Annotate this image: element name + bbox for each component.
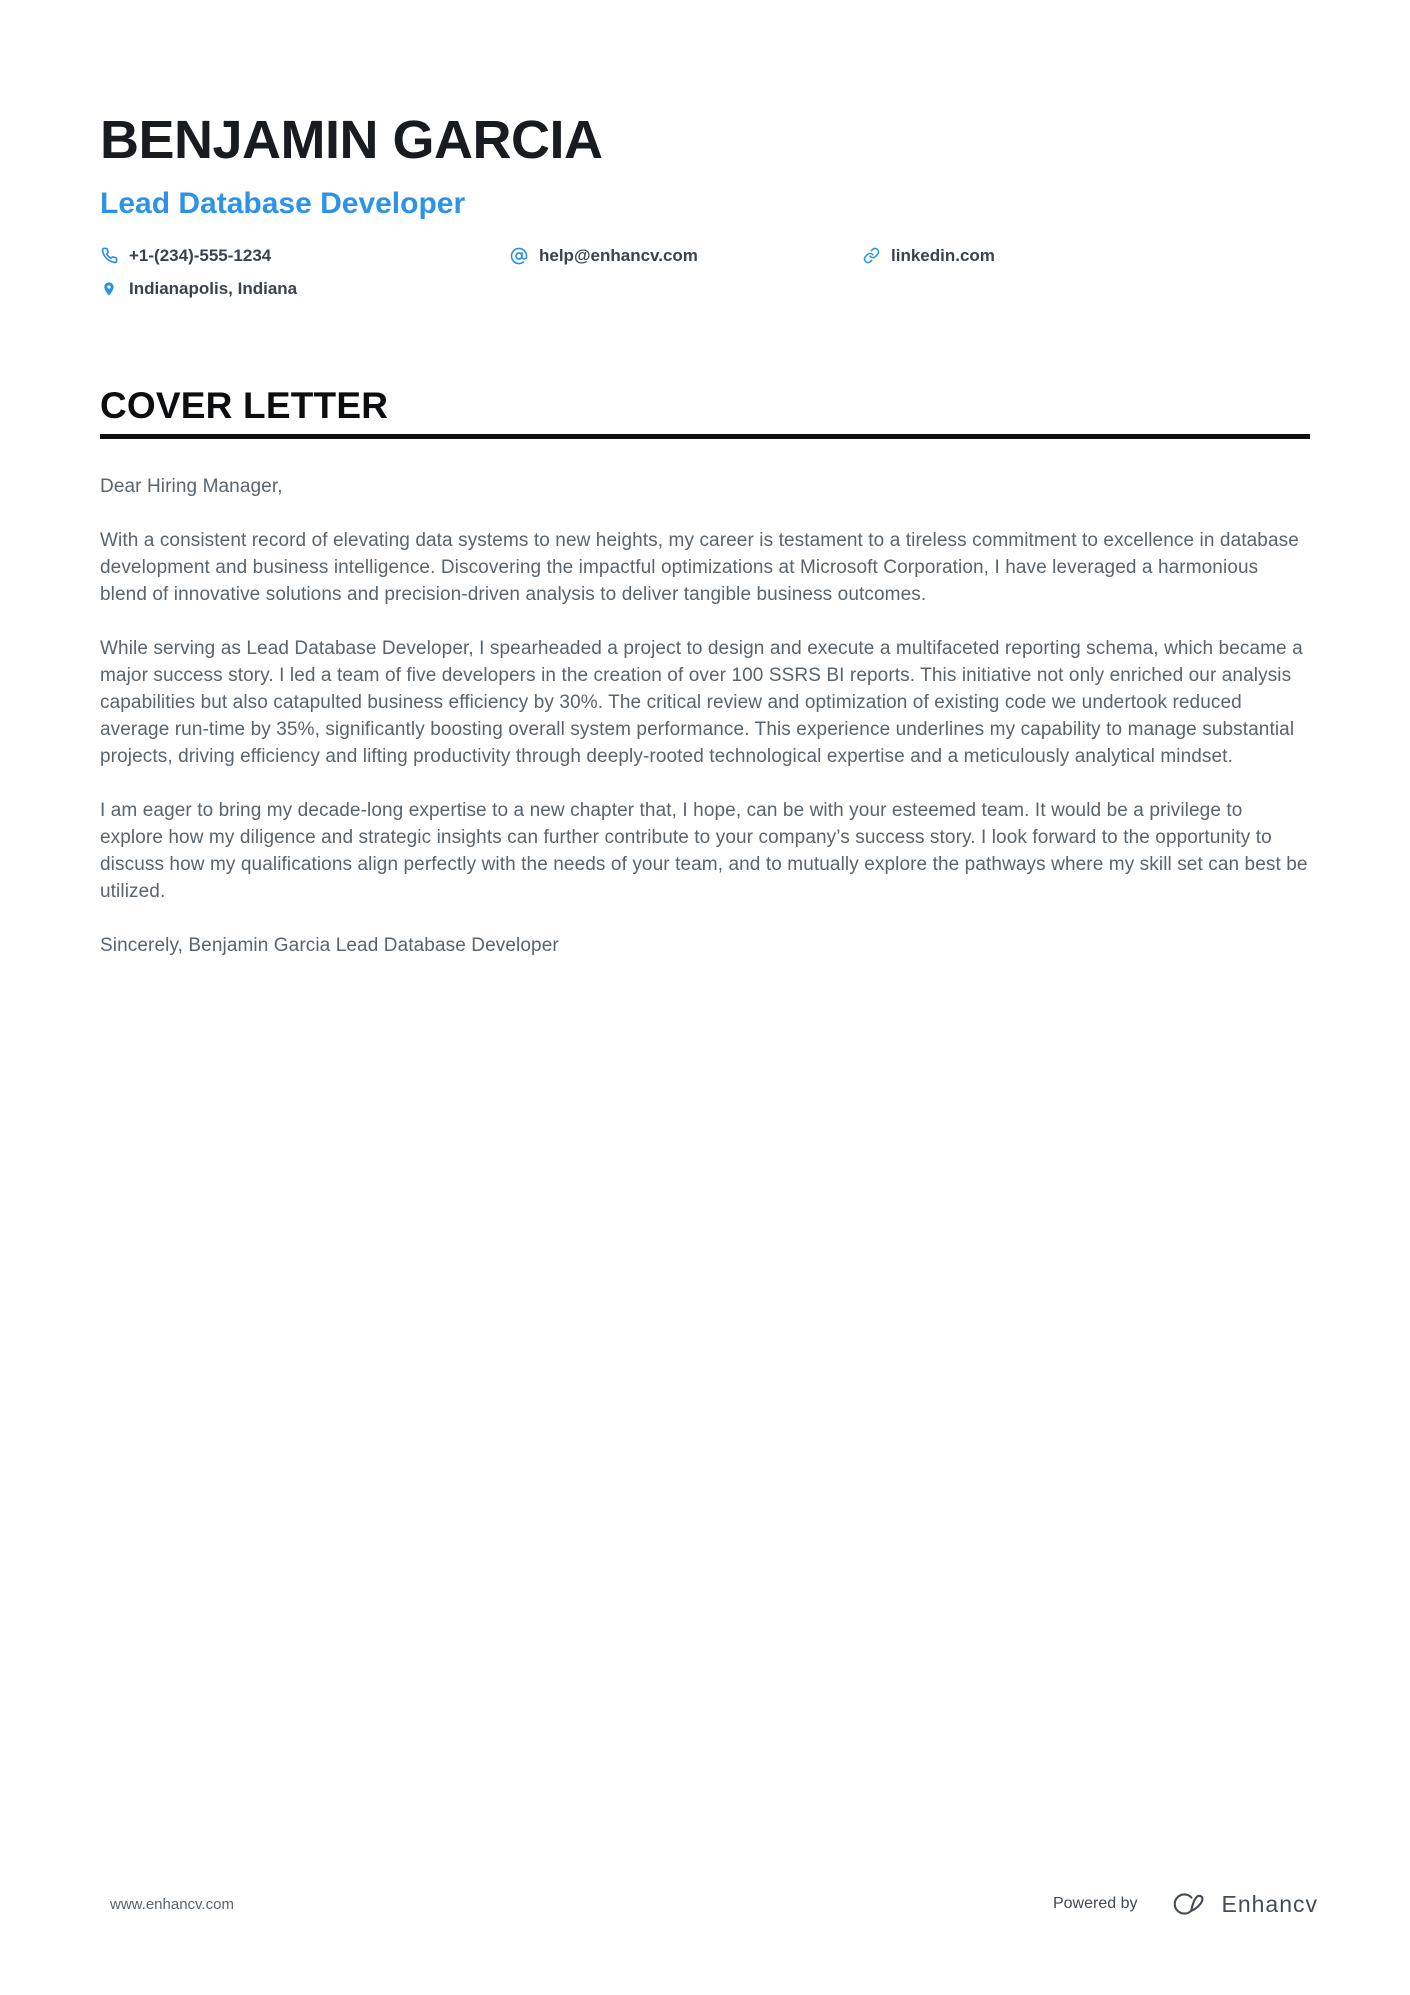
powered-by-label: Powered by (1052, 1895, 1138, 1912)
person-name: BENJAMIN GARCIA (100, 110, 603, 170)
salutation: Dear Hiring Manager, (100, 475, 283, 497)
enhancv-logo-icon (1163, 1889, 1207, 1919)
enhancv-logo-text: Enhancv (1221, 1890, 1318, 1917)
contact-location-label: Indianapolis, Indiana (129, 278, 298, 298)
contact-linkedin-label: linkedin.com (891, 245, 995, 265)
letter-body (100, 473, 1310, 959)
contact-location (100, 277, 510, 301)
contact-phone[interactable] (100, 244, 510, 268)
contact-info (100, 244, 1310, 301)
contact-email[interactable] (510, 244, 862, 268)
link-icon (862, 247, 880, 265)
person-job-title: Lead Database Developer (100, 186, 466, 220)
cover-letter-section (100, 384, 1310, 959)
page-content (0, 0, 1410, 959)
letter-paragraph-1: With a consistent record of elevating data systems to new heights, my career is testament to a tireless commitment to excellence in database development and business intelligence. Discovering the impactful optimizations at Microsoft Corporation, I have leveraged a harmonious blend of innovative solutions and precision-driven analysis to deliver tangible business outcomes. (100, 529, 1299, 605)
footer-website-link[interactable]: www.enhancv.com (110, 1895, 234, 1913)
contact-row-2 (100, 277, 1310, 301)
contact-linkedin[interactable] (862, 244, 995, 268)
at-icon (510, 247, 528, 265)
letter-paragraph-3: I am eager to bring my decade-long expertise to a new chapter that, I hope, can be with your esteemed team. It would be a privilege to explore how my diligence and strategic insights can further contribute to your company’s success story. I look forward to the opportunity to discuss how my qualifications align perfectly with the needs of your team, and to mutually explore the pathways where my skill set can best be utilized. (100, 799, 1308, 902)
section-title: COVER LETTER (100, 384, 389, 426)
powered-by-link[interactable] (1053, 1889, 1318, 1919)
contact-email-label: help@enhancv.com (539, 245, 698, 265)
letter-paragraph-2: While serving as Lead Database Developer, I spearheaded a project to design and execute a multifaceted reporting schema, which became a major success story. I led a team of five developers in the creation of over 100 SSRS BI reports. This initiative not only enriched our analysis capabilities but also catapulted business efficiency by 30%. The critical review and optimization of existing code we undertook reduced average run-time by 35%, significantly boosting overall system performance. This experience underlines my capability to manage substantial projects, driving efficiency and lifting productivity through deeply-rooted technological expertise and a meticulously analytical mindset. (100, 637, 1303, 767)
header (100, 112, 1310, 301)
contact-row-1 (100, 244, 1310, 268)
section-heading (100, 384, 1310, 439)
letter-signature: Sincerely, Benjamin Garcia Lead Database Developer (100, 934, 559, 956)
phone-icon (100, 247, 118, 265)
contact-phone-label: +1-(234)-555-1234 (129, 245, 272, 265)
footer (110, 1889, 1318, 1919)
location-icon (100, 280, 118, 298)
